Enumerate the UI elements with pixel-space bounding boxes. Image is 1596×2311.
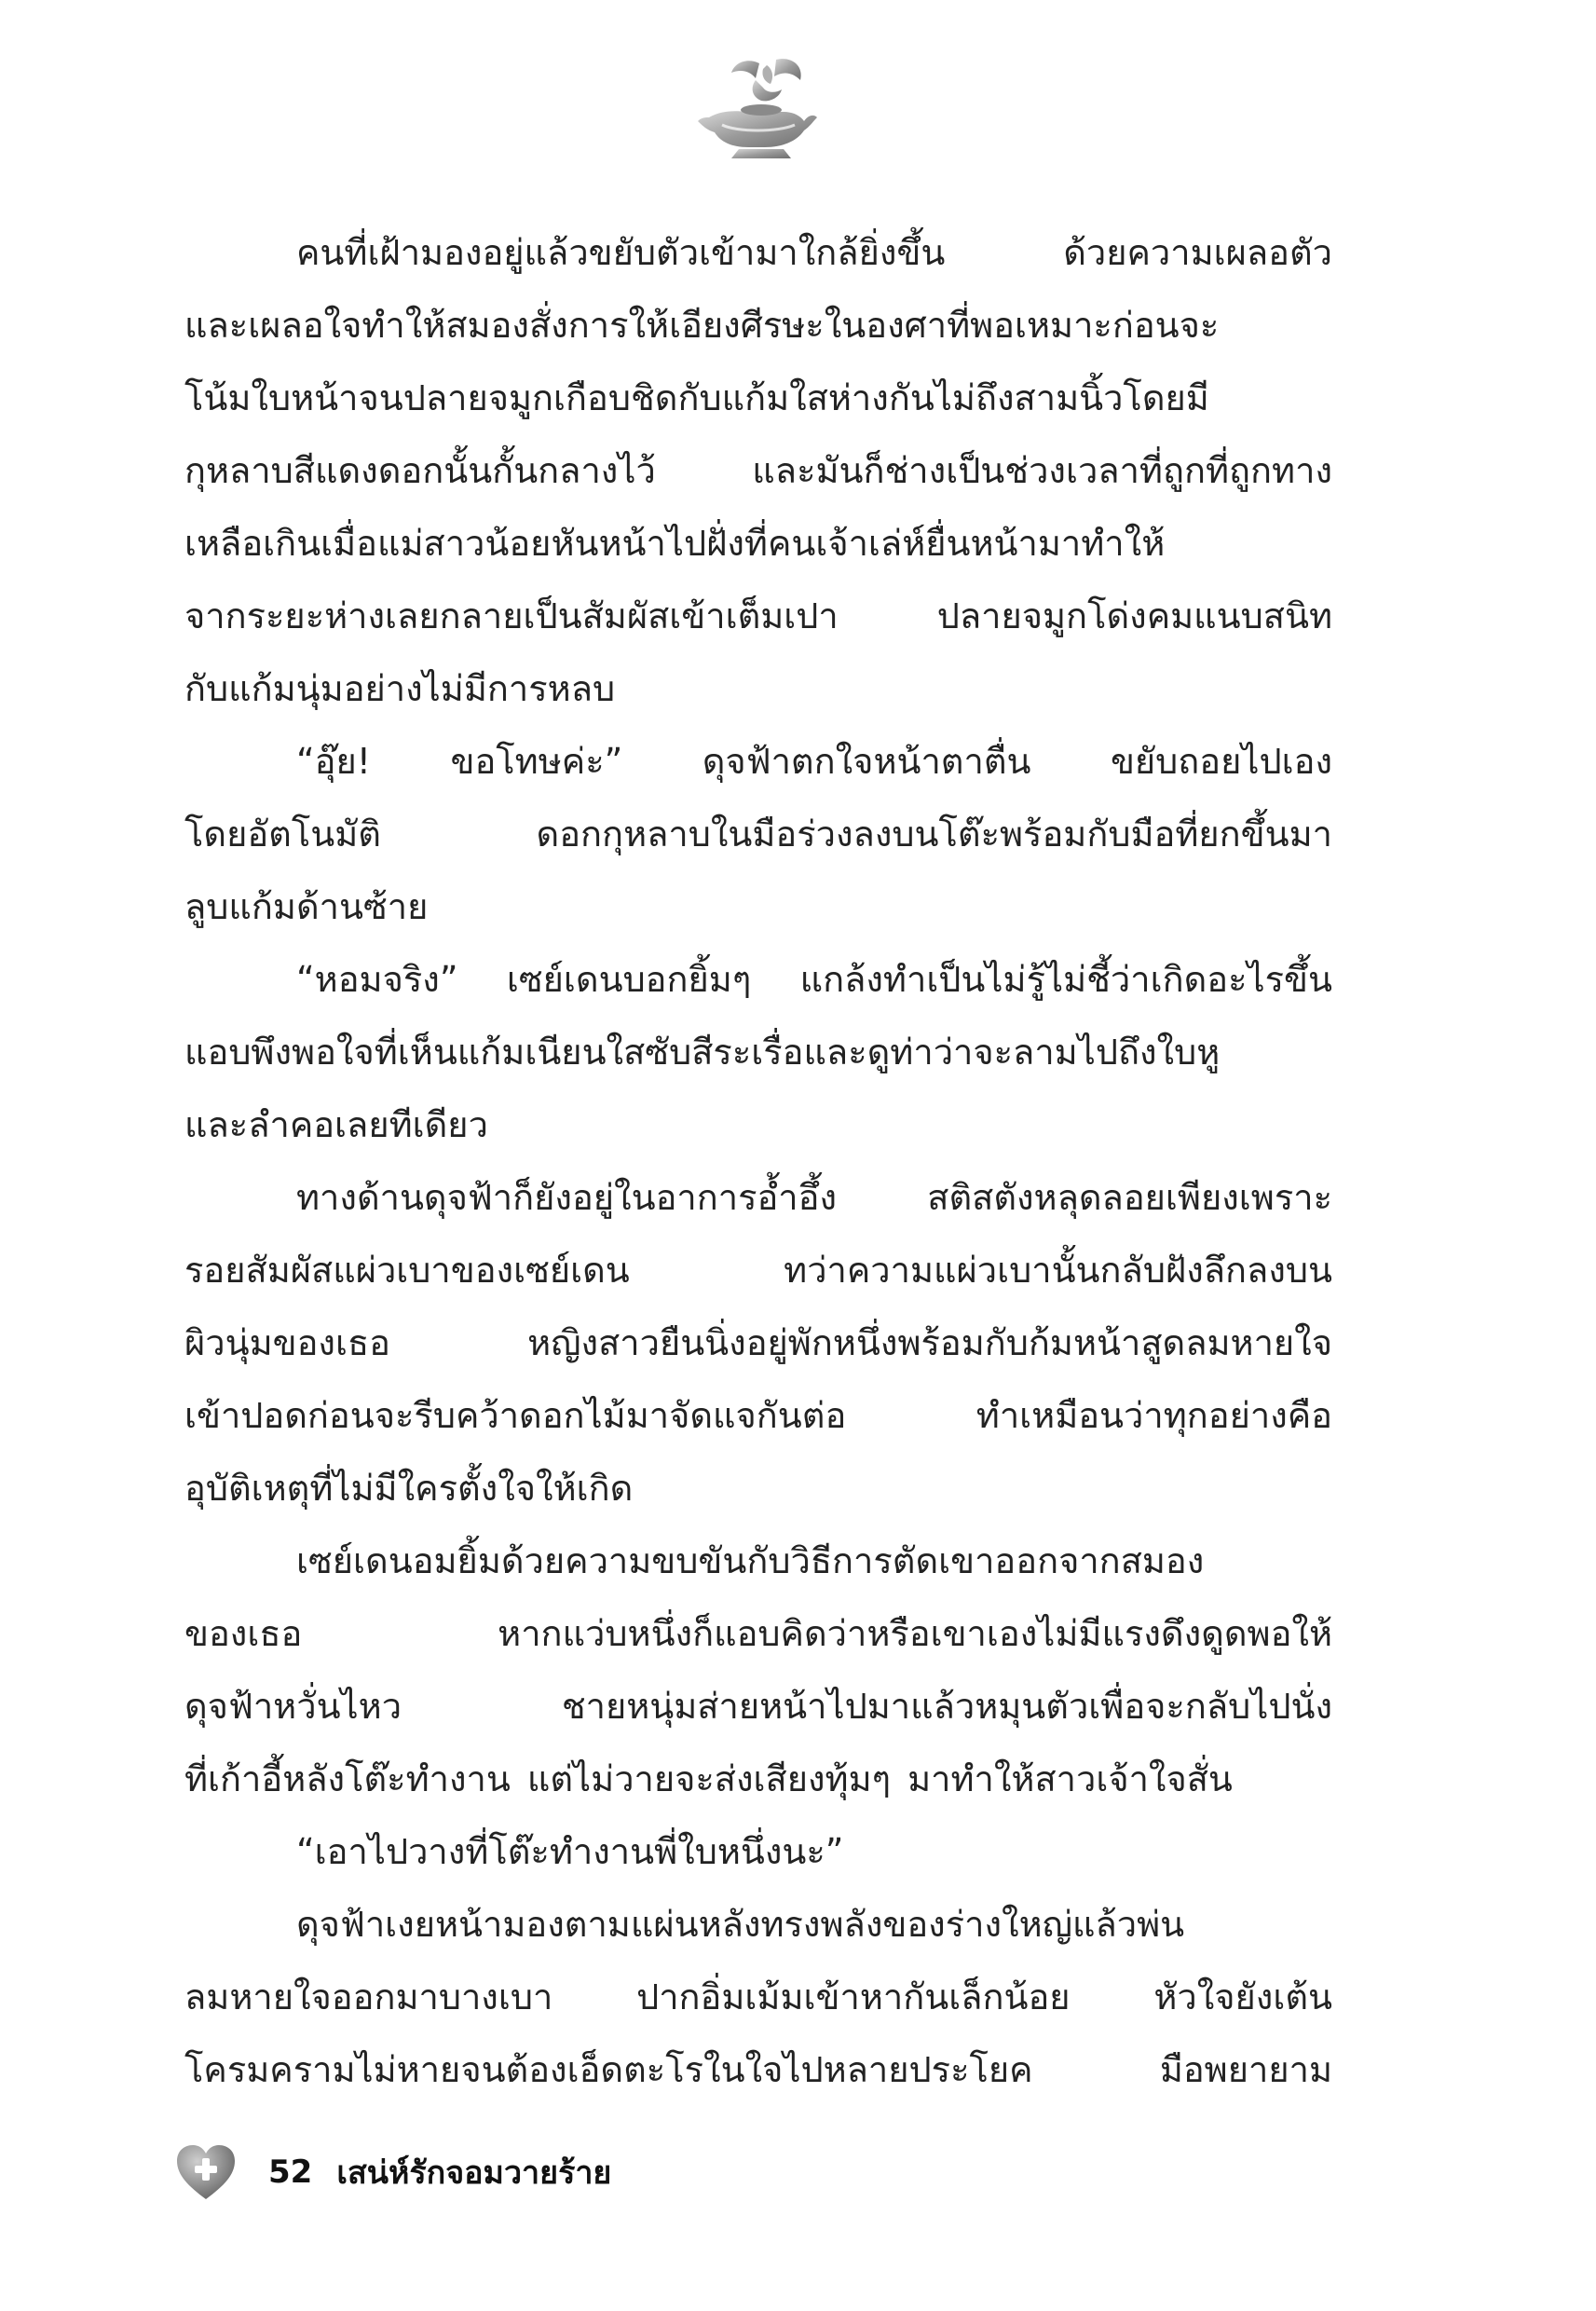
text-line: เหลือเกินเมื่อแม่สาวน้อยหันหน้าไปฝั่งที่คนเจ้าเล่ห์ยื่นหน้ามาทำให้ (184, 523, 1166, 564)
text-line: ลมหายใจออกมาบางเบา ปากอิ่มเม้มเข้าหากันเล็กน้อย หัวใจยังเต้น (184, 1976, 1332, 2017)
text-line: กุหลาบสีแดงดอกนั้นกั้นกลางไว้ และมันก็ช่างเป็นช่วงเวลาที่ถูกที่ถูกทาง (184, 450, 1332, 491)
teapot-angel-ornament-icon (694, 56, 820, 163)
text-line: ของเธอ หากแว่บหนึ่งก็แอบคิดว่าหรือเขาเองไม่มีแรงดึงดูดพอให้ (184, 1613, 1332, 1654)
text-line: และเผลอใจทำให้สมองสั่งการให้เอียงศีรษะในองศาที่พอเหมาะก่อนจะ (184, 305, 1220, 346)
heart-plus-icon (175, 2143, 237, 2201)
text-line: เซย์เดนอมยิ้มด้วยความขบขันกับวิธีการตัดเขาออกจากสมอง (296, 1540, 1205, 1581)
text-line: ดุจฟ้าหวั่นไหว ชายหนุ่มส่ายหน้าไปมาแล้วหมุนตัวเพื่อจะกลับไปนั่ง (184, 1686, 1332, 1727)
page-footer (175, 2140, 611, 2205)
text-line: โน้มใบหน้าจนปลายจมูกเกือบชิดกับแก้มใสห่างกันไม่ถึงสามนิ้วโดยมี (184, 377, 1209, 418)
page-number: 52 (268, 2154, 313, 2191)
text-line: โดยอัตโนมัติ ดอกกุหลาบในมือร่วงลงบนโต๊ะพร้อมกับมือที่ยกขึ้นมา (184, 814, 1332, 855)
text-line: กับแก้มนุ่มอย่างไม่มีการหลบ (184, 668, 616, 709)
text-line: เข้าปอดก่อนจะรีบคว้าดอกไม้มาจัดแจกันต่อ ทำเหมือนว่าทุกอย่างคือ (184, 1395, 1332, 1436)
book-title: เสน่ห์รักจอมวายร้าย (336, 2154, 612, 2192)
text-line: จากระยะห่างเลยกลายเป็นสัมผัสเข้าเต็มเปา ปลายจมูกโด่งคมแนบสนิท (184, 595, 1332, 636)
text-line: ลูบแก้มด้านซ้าย (184, 886, 429, 927)
text-line: และลำคอเลยทีเดียว (184, 1104, 488, 1145)
text-line: “เอาไปวางที่โต๊ะทำงานพี่ใบหนึ่งนะ” (296, 1831, 844, 1872)
text-line: แอบพึงพอใจที่เห็นแก้มเนียนใสซับสีระเรื่อและดูท่าว่าจะลามไปถึงใบหู (184, 1032, 1221, 1073)
text-line: “หอมจริง” เซย์เดนบอกยิ้มๆ แกล้งทำเป็นไม่รู้ไม่ชี้ว่าเกิดอะไรขึ้น (296, 959, 1332, 1000)
text-line: “อุ๊ย! ขอโทษค่ะ” ดุจฟ้าตกใจหน้าตาตื่น ขยับถอยไปเอง (296, 741, 1332, 782)
text-line: อุบัติเหตุที่ไม่มีใครตั้งใจให้เกิด (184, 1468, 634, 1509)
text-line: รอยสัมผัสแผ่วเบาของเซย์เดน ทว่าความแผ่วเบานั้นกลับฝังลึกลงบน (184, 1250, 1332, 1291)
text-line: ดุจฟ้าเงยหน้ามองตามแผ่นหลังทรงพลังของร่างใหญ่แล้วพ่น (296, 1904, 1185, 1945)
text-line: โครมครามไม่หายจนต้องเอ็ดตะโรในใจไปหลายประโยค มือพยายาม (184, 2049, 1332, 2090)
text-line: คนที่เฝ้ามองอยู่แล้วขยับตัวเข้ามาใกล้ยิ่งขึ้น ด้วยความเผลอตัว (296, 232, 1332, 273)
body-text (184, 216, 1332, 2106)
text-line: ทางด้านดุจฟ้าก็ยังอยู่ในอาการอ้ำอึ้ง สติสตังหลุดลอยเพียงเพราะ (296, 1177, 1332, 1218)
text-line: ที่เก้าอี้หลังโต๊ะทำงาน แต่ไม่วายจะส่งเสียงทุ้มๆ มาทำให้สาวเจ้าใจสั่น (184, 1758, 1233, 1799)
text-line: ผิวนุ่มของเธอ หญิงสาวยืนนิ่งอยู่พักหนึ่งพร้อมกับก้มหน้าสูดลมหายใจ (184, 1322, 1332, 1363)
